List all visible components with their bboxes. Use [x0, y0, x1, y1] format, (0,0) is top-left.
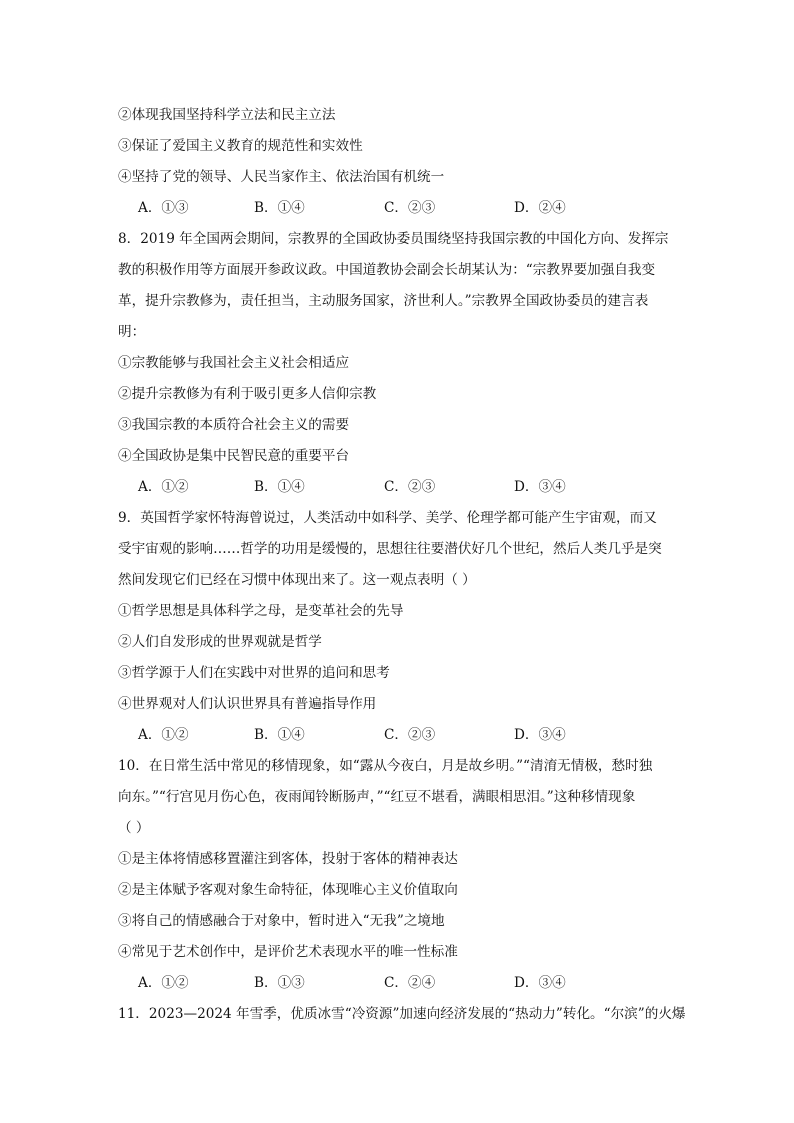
stem-line: 11．2023—2024 年雪季，优质冰雪“冷资源”加速向经济发展的“热动力”转化。“尔滨”的火爆 — [118, 1006, 686, 1022]
choice-d[interactable]: D．③④ — [514, 727, 566, 743]
choice-a[interactable]: A．①② — [138, 975, 189, 991]
option-2: ②是主体赋予客观对象生命特征，体现唯心主义价值取向 — [118, 882, 458, 898]
option-1: ①哲学思想是具体科学之母，是变革社会的先导 — [118, 603, 404, 619]
question-stem — [118, 999, 686, 1030]
stem-line: 然间发现它们已经在习惯中体现出来了。这一观点表明（ ） — [118, 572, 476, 588]
option-3: ③保证了爱国主义教育的规范性和实效性 — [118, 138, 363, 154]
option-1: ①是主体将情感移置灌注到客体，投射于客体的精神表达 — [118, 851, 458, 867]
option-3: ③哲学源于人们在实践中对世界的追问和思考 — [118, 665, 390, 681]
answer-choices — [118, 472, 678, 503]
choice-d[interactable]: D．②④ — [514, 200, 566, 216]
stem-line: 10．在日常生活中常见的移情现象，如“露从今夜白，月是故乡明。”“清淯无情极，愁时独 — [118, 758, 653, 774]
choice-c[interactable]: C．②③ — [384, 479, 436, 495]
question-stem — [118, 224, 678, 348]
option-2: ②提升宗教修为有利于吸引更多人信仰宗教 — [118, 386, 377, 402]
option-4: ④全国政协是集中民智民意的重要平台 — [118, 448, 350, 464]
option-4: ④坚持了党的领导、人民当家作主、依法治国有机统一 — [118, 169, 445, 185]
question-11 — [118, 999, 686, 1030]
stem-line: 9．英国哲学家怀特海曾说过，人类活动中如科学、美学、伦理学都可能产生宇宙观，而又 — [118, 510, 657, 526]
question-10 — [118, 751, 678, 999]
choice-c[interactable]: C．②③ — [384, 727, 436, 743]
stem-line: 教的积极作用等方面展开参政议政。中国道教协会副会长胡某认为：“宗教界要加强自我变 — [118, 262, 656, 278]
answer-choices — [118, 193, 678, 224]
page-content — [118, 100, 686, 1030]
question-8 — [118, 224, 678, 503]
answer-choices — [118, 720, 678, 751]
stem-line: （ ） — [118, 820, 150, 836]
stem-line: 向东。”“行宫见月伤心色，夜雨闻铃断肠声，”“红豆不堪看，满眼相思泪。”这种移情现象 — [118, 789, 636, 805]
answer-choices — [118, 968, 678, 999]
choice-d[interactable]: D．③④ — [514, 479, 566, 495]
option-4: ④常见于艺术创作中，是评价艺术表现水平的唯一性标准 — [118, 944, 458, 960]
option-4: ④世界观对人们认识世界具有普遍指导作用 — [118, 696, 377, 712]
choice-b[interactable]: B．①③ — [254, 975, 305, 991]
question-9 — [118, 503, 678, 751]
choice-c[interactable]: C．②③ — [384, 200, 436, 216]
choice-b[interactable]: B．①④ — [254, 200, 305, 216]
choice-c[interactable]: C．②④ — [384, 975, 436, 991]
choice-a[interactable]: A．①② — [138, 727, 189, 743]
option-2: ②体现我国坚持科学立法和民主立法 — [118, 107, 336, 123]
stem-line: 明： — [118, 324, 146, 340]
stem-line: 8．2019 年全国两会期间，宗教界的全国政协委员围绕坚持我国宗教的中国化方向、发挥宗 — [118, 231, 669, 247]
choice-d[interactable]: D．③④ — [514, 975, 566, 991]
stem-line: 革，提升宗教修为，责任担当，主动服务国家，济世利人。”宗教界全国政协委员的建言表 — [118, 293, 649, 309]
choice-b[interactable]: B．①④ — [254, 727, 305, 743]
question-stem — [118, 751, 678, 844]
question-7-continued — [118, 100, 678, 224]
choice-a[interactable]: A．①③ — [138, 200, 189, 216]
option-1: ①宗教能够与我国社会主义社会相适应 — [118, 355, 350, 371]
option-3: ③将自己的情感融合于对象中，暂时进入“无我”之境地 — [118, 913, 445, 929]
choice-b[interactable]: B．①④ — [254, 479, 305, 495]
option-3: ③我国宗教的本质符合社会主义的需要 — [118, 417, 350, 433]
choice-a[interactable]: A．①② — [138, 479, 189, 495]
option-2: ②人们自发形成的世界观就是哲学 — [118, 634, 322, 650]
question-stem — [118, 503, 678, 596]
stem-line: 受宇宙观的影响……哲学的功用是缓慢的，思想往往要潜伏好几个世纪，然后人类几乎是突 — [118, 541, 662, 557]
